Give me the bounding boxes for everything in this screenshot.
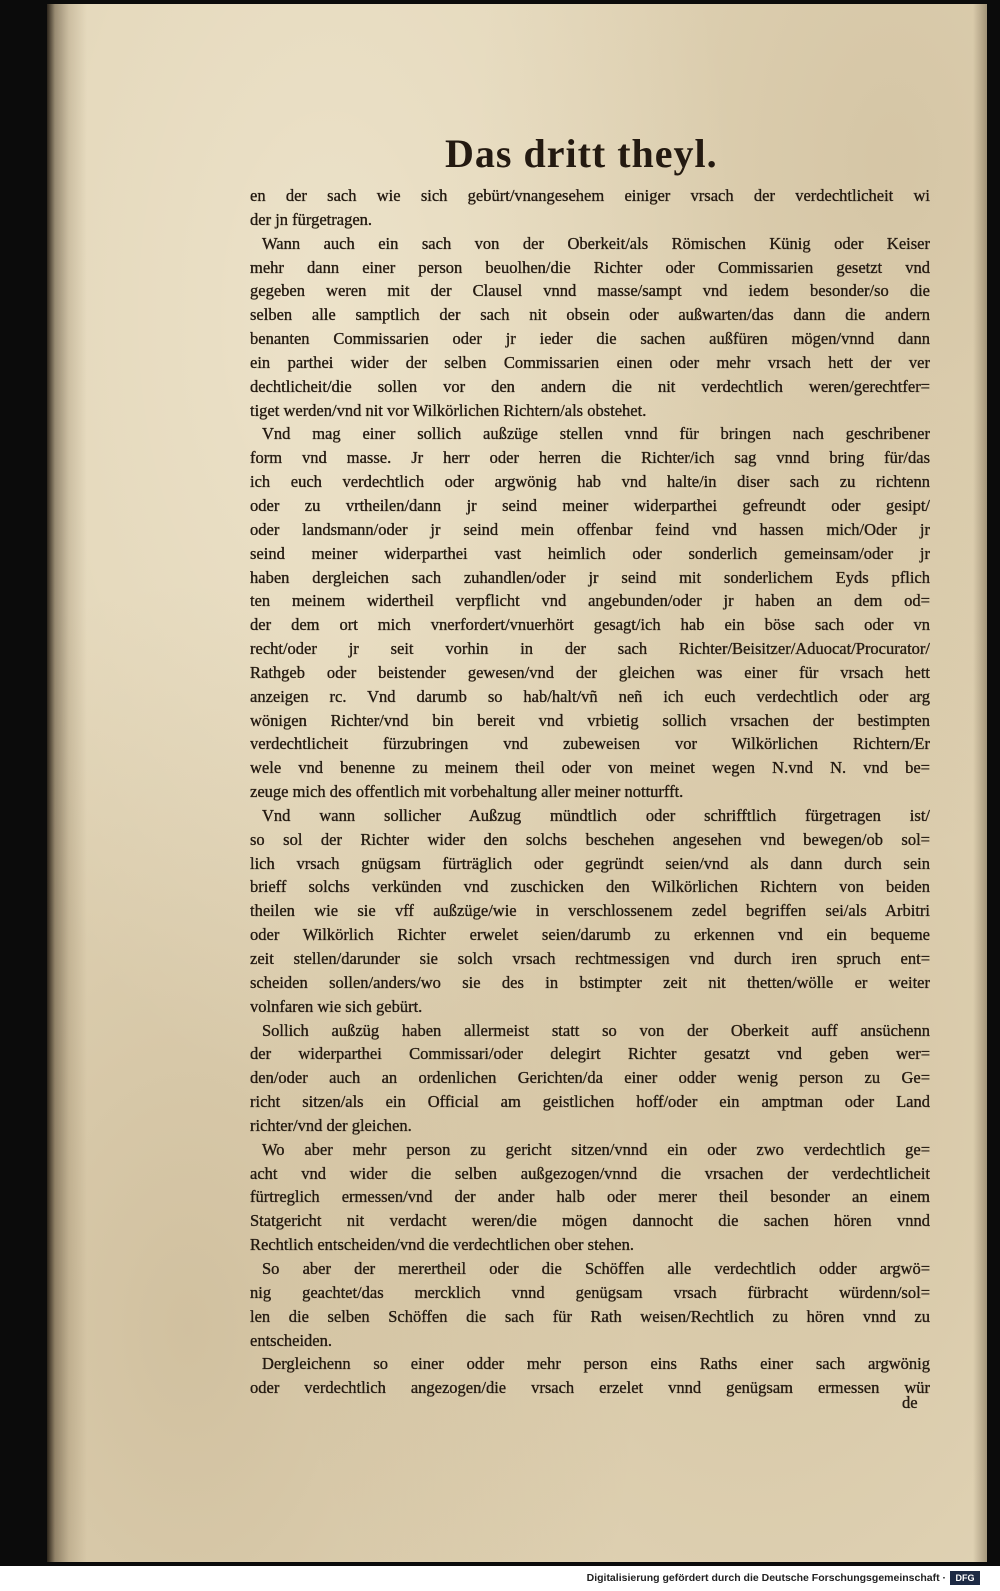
text-line: ten meinem widertheil verpflicht vnd angebunden/oder jr haben an dem od= [250,591,930,611]
text-line: acht vnd wider die selben außgezogen/vnnd die vrsachen der verdechtlicheit [250,1163,930,1183]
text-line: oder verdechtlich angezogen/die vrsach erzelet vnnd genügsam ermessen wür [250,1378,930,1398]
text-line: len die selben Schöffen die sach für Rath weisen/Rechtlich zu hören vnnd zu [250,1306,930,1326]
text-line: lich vrsach gnügsam fürträglich oder gegründt seien/vnd als dann durch sein [250,853,930,873]
text-line: Sollich außzüg haben allermeist statt so von der Oberkeit auff ansüchenn [262,1020,930,1040]
text-line: theilen wie sie vff außzüge/wie in verschlossenem zedel begriffen sei/als Arbitri [250,901,930,921]
dfg-logo-icon[interactable]: DFG [950,1571,980,1585]
text-line: verdechtlicheit fürzubringen vnd zubeweisen vor Wilkörlichen Richtern/Er [250,734,930,754]
paragraph [250,1352,930,1400]
text-line: dechtlicheit/die sollen vor den andern die nit verdechtlich weren/gerechtfer= [250,376,930,396]
text-line: form vnd masse. Jr herr oder herren die Richter/ich sag vnnd bring für/das [250,448,930,468]
text-line: mehr dann einer person beuolhen/die Richter oder Commissarien gesetzt vnd [250,257,930,277]
text-line: Wo aber mehr person zu gericht sitzen/vnnd ein oder zwo verdechtlich ge= [262,1139,930,1159]
text-line: wele vnd benenne zu meinem theil oder von meinet wegen N.vnd N. vnd be= [250,758,930,778]
text-line: gegeben weren mit der Clausel vnnd masse/sampt vnd iedem besonder/so die [250,281,930,301]
text-line: Vnd mag einer sollich außzüge stellen vnnd für bringen nach geschribener [262,424,930,444]
text-line: Statgericht nit verdacht weren/die mögen dannocht die sachen hören vnnd [250,1211,930,1231]
text-line: en der sach wie sich gebürt/vnangesehem einiger vrsach der verdechtlicheit wi [250,186,930,205]
text-line: ein parthei wider der selben Commissarien einen oder mehr vrsach hett der ver [250,352,930,372]
text-line: oder zu vrtheilen/dann jr seind meiner widerparthei gefreundt oder gesipt/ [250,495,930,515]
text-line: recht/oder jr seit vorhin in der sach Richter/Beisitzer/Aduocat/Procurator/ [250,639,930,659]
text-line: volnfaren wie sich gebürt. [250,996,423,1016]
text-line: anzeigen rc. Vnd darumb so hab/halt/vñ neñ ich euch verdechtlich oder arg [250,686,930,706]
text-line: nig geachtet/das mercklich vnnd genügsam vrsach fürbracht würdenn/sol= [250,1282,930,1302]
text-line: zeuge mich des offentlich mit vorbehaltung aller meiner notturfft. [250,782,684,802]
text-line: Dergleichenn so einer odder mehr person eins Raths einer sach argwönig [262,1354,930,1374]
catchword: de [902,1393,918,1412]
text-line: haben dergleichen sach zuhandlen/oder jr seind mit sonderlichem Eyds pflich [250,567,930,587]
text-line: zeit stellen/darunder sie solch vrsach rechtmessigen vnd durch iren spruch ent= [250,949,930,968]
text-line: fürtreglich ermessen/vnd der ander halb oder merer theil besonder an einem [250,1187,930,1207]
funding-notice: Digitalisierung gefördert durch die Deutsche Forschungsgemeinschaft · [586,1572,946,1584]
text-line: der jn fürgetragen. [250,209,373,229]
paragraph [250,1257,930,1352]
text-line: So aber der merertheil oder die Schöffen alle verdechtlich odder argwö= [262,1258,930,1278]
text-line: Rechtlich entscheiden/vnd die verdechtlichen ober stehen. [250,1235,634,1255]
text-line: oder Wilkörlich Richter erwelet seien/darumb zu erkennen vnd ein bequeme [250,925,930,945]
text-line: der widerparthei Commissari/oder delegirt Richter gesatzt vnd geben wer= [250,1044,930,1064]
text-line: selben alle samptlich der sach nit obsein oder außwarten/das dann die andern [250,305,930,325]
text-line: wönigen Richter/vnd bin bereit vnd vrbietig sollich vrsachen der bestimpten [250,710,930,730]
text-line: richter/vnd der gleichen. [250,1115,412,1135]
paragraph [250,184,930,232]
page-title: Das dritt theyl. [445,131,718,176]
text-line: scheiden sollen/anders/wo sie des in bstimpter zeit nit thetten/wölle er weiter [250,972,930,992]
paragraph [250,232,930,423]
text-line: benanten Commissarien oder jr ieder die sachen außfüren mögen/vnnd dann [250,329,930,349]
text-line: tiget werden/vnd nit vor Wilkörlichen Richtern/als obstehet. [250,400,647,420]
text-line: der dem ort mich vnerfordert/vnuerhört gesagt/ich hab ein böse sach oder vn [250,615,930,635]
text-line: so sol der Richter wider den solchs beschehen angesehen vnd bewegen/ob sol= [250,829,930,849]
paragraph [250,804,930,1019]
text-line: den/oder auch an ordenlichen Gerichten/da einer odder wenig person zu Ge= [250,1068,930,1088]
body-text [250,184,930,1400]
paragraph [250,1138,930,1257]
text-line: entscheiden. [250,1330,333,1350]
paragraph [250,1019,930,1138]
paragraph [250,422,930,804]
text-line: Rathgeb oder beistender gewesen/vnd der gleichen was einer für vrsach hett [250,662,930,682]
footer-bar [0,1566,1000,1591]
text-line: ich euch verdechtlich oder argwönig hab vnd halte/in diser sach zu richtenn [250,472,930,492]
text-line: Vnd wann sollicher Außzug mündtlich oder schrifftlich fürgetragen ist/ [262,805,930,825]
text-line: Wann auch ein sach von der Oberkeit/als Römischen Künig oder Keiser [262,233,930,253]
text-line: brieff solchs verkünden vnd zuschicken den Wilkörlichen Richtern von beiden [250,877,930,897]
text-line: seind meiner widerparthei vast heimlich oder sonderlich gemeinsam/oder jr [250,543,930,563]
text-line: richt sitzen/als ein Official am geistlichen hoff/oder ein amptman oder Land [250,1092,930,1112]
text-line: oder landsmann/oder jr seind mein offenbar feind vnd hassen mich/Oder jr [250,519,930,539]
